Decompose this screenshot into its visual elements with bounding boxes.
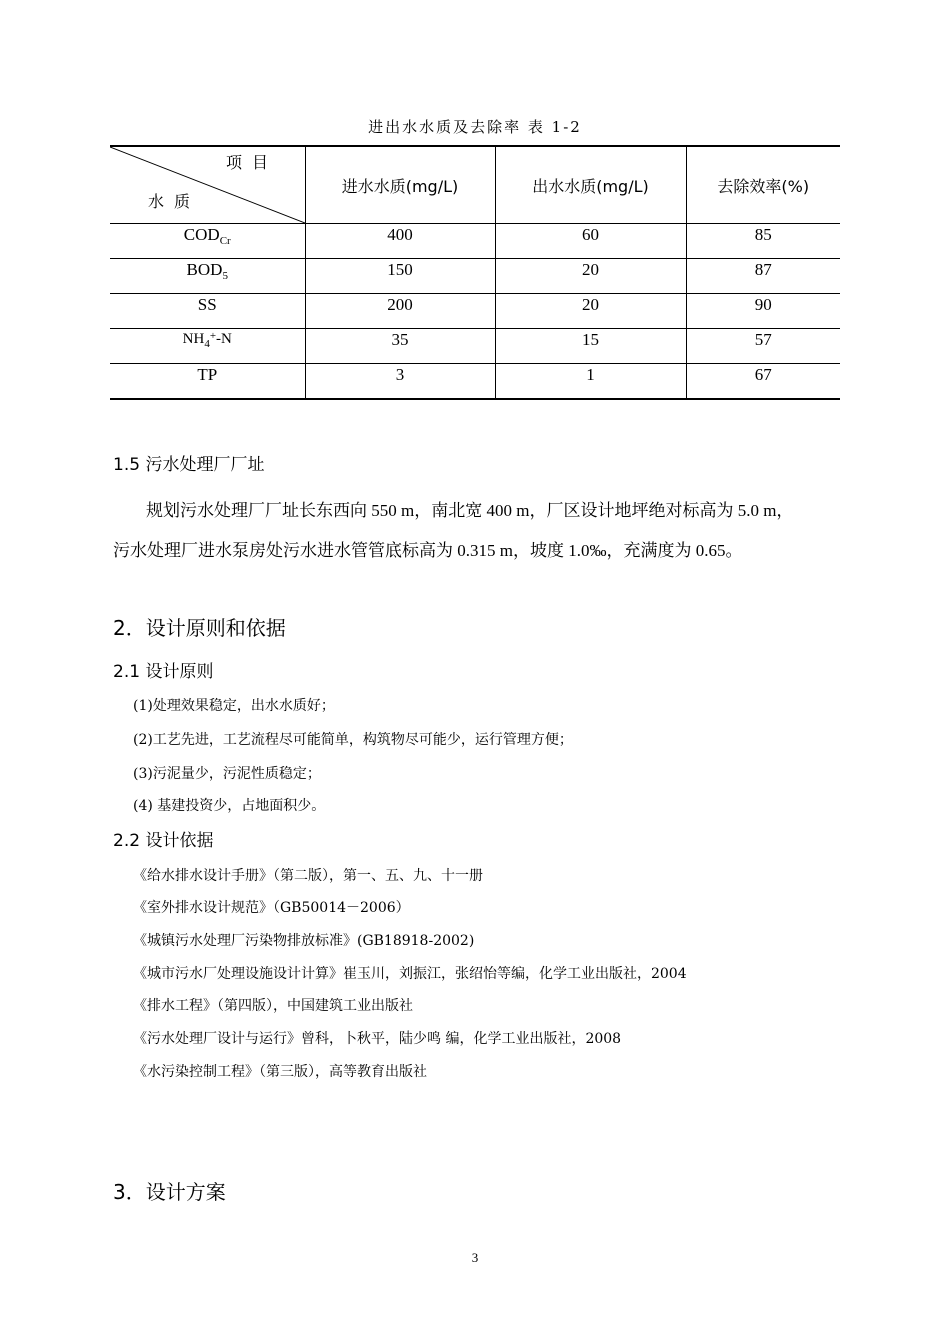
section-2-2-heading: 2.2 设计依据 <box>113 831 214 851</box>
removal-cell: 87 <box>686 259 840 294</box>
table-row <box>110 224 840 259</box>
influent-cell: 200 <box>305 294 495 329</box>
effluent-cell: 20 <box>495 259 686 294</box>
section-2-heading: 2．设计原则和依据 <box>113 616 286 640</box>
header-influent: 进水水质(mg/L) <box>305 146 495 224</box>
principle-item: (4) 基建投资少，占地面积少。 <box>133 798 326 814</box>
table-row <box>110 259 840 294</box>
page-number: 3 <box>471 1250 479 1265</box>
influent-cell: 35 <box>305 329 495 364</box>
effluent-cell: 1 <box>495 364 686 400</box>
table-header-row <box>110 146 840 224</box>
diagonal-header-cell <box>110 146 305 224</box>
section-2-1-heading: 2.1 设计原则 <box>113 662 214 682</box>
effluent-cell: 20 <box>495 294 686 329</box>
principle-item: (3)污泥量少，污泥性质稳定； <box>133 766 321 782</box>
influent-cell: 3 <box>305 364 495 400</box>
reference-item: 《污水处理厂设计与运行》曾科，卜秋平，陆少鸣 编，化学工业出版社，2008 <box>133 1031 622 1047</box>
reference-item: 《室外排水设计规范》（GB50014－2006） <box>133 900 410 916</box>
section-1-5-heading: 1.5 污水处理厂厂址 <box>113 455 265 475</box>
removal-cell: 85 <box>686 224 840 259</box>
reference-item: 《城市污水厂处理设施设计计算》崔玉川，刘振江，张绍怡等编，化学工业出版社，2004 <box>133 966 687 982</box>
header-removal: 去除效率(%) <box>686 146 840 224</box>
removal-cell: 67 <box>686 364 840 400</box>
table-caption: 进出水水质及去除率 表 1-2 <box>368 118 582 136</box>
parameter-cell: TP <box>110 364 305 400</box>
section-1-5-line-2: 污水处理厂进水泵房处污水进水管管底标高为 0.315 m，坡度 1.0‰，充满度为 0.65。 <box>113 541 743 560</box>
reference-item: 《城镇污水处理厂污染物排放标准》(GB18918-2002) <box>133 933 475 949</box>
removal-cell: 57 <box>686 329 840 364</box>
reference-item: 《排水工程》（第四版），中国建筑工业出版社 <box>133 998 413 1014</box>
section-1-5-line-1: 规划污水处理厂厂址长东西向 550 m，南北宽 400 m，厂区设计地坪绝对标高为 5.0 m， <box>146 501 794 520</box>
principle-item: (2)工艺先进，工艺流程尽可能简单，构筑物尽可能少，运行管理方便； <box>133 732 573 748</box>
section-3-heading: 3．设计方案 <box>113 1180 226 1204</box>
reference-item: 《给水排水设计手册》（第二版），第一、五、九、十一册 <box>133 868 483 884</box>
reference-item: 《水污染控制工程》（第三版），高等教育出版社 <box>133 1064 427 1080</box>
parameter-cell: $BOD_5$ <box>110 259 305 294</box>
table-row <box>110 364 840 400</box>
principle-item: (1)处理效果稳定，出水水质好； <box>133 698 335 714</box>
removal-cell: 90 <box>686 294 840 329</box>
water-quality-table <box>110 145 840 400</box>
header-item-label: 项目 <box>226 153 279 172</box>
table-row <box>110 329 840 364</box>
header-quality-label: 水质 <box>148 192 201 211</box>
influent-cell: 150 <box>305 259 495 294</box>
parameter-cell: SS <box>110 294 305 329</box>
parameter-cell: $COD_{Cr}$ <box>110 224 305 259</box>
table-row <box>110 294 840 329</box>
effluent-cell: 15 <box>495 329 686 364</box>
influent-cell: 400 <box>305 224 495 259</box>
parameter-cell: $NH_4^+-N$ <box>110 329 305 364</box>
header-effluent: 出水水质(mg/L) <box>495 146 686 224</box>
effluent-cell: 60 <box>495 224 686 259</box>
